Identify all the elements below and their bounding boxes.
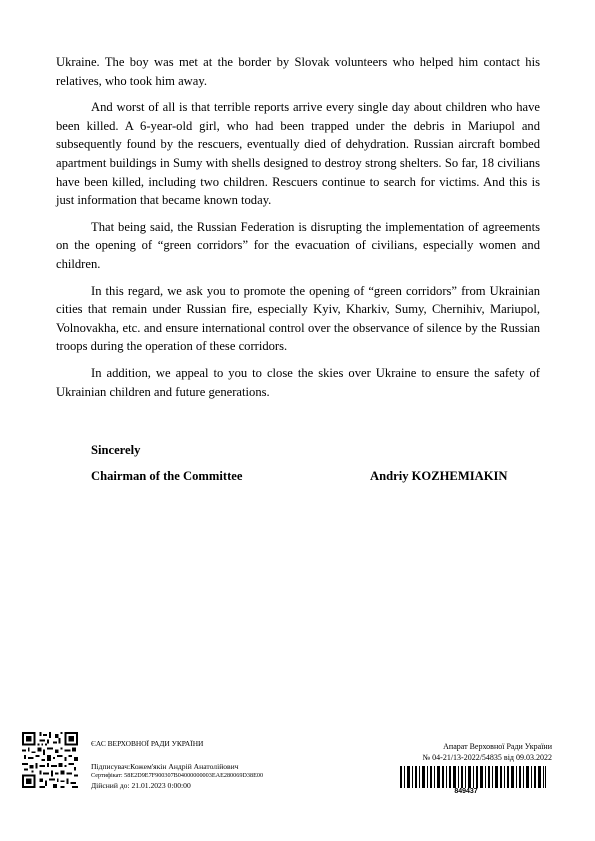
barcode-number: 849437 xyxy=(454,788,478,795)
qr-code-icon xyxy=(22,732,78,788)
paragraph-2: And worst of all is that terrible reports arrive every single day about children who have been killed. A 6-year-old girl, who had been trapped under the debris in Mariupol and subsequently found by the rescuers, eventually died of dehydration. Russian aircraft bombed apartment buildings in Sumy with shells designed to destroy strong shelters. So far, 18 civilians have been killed, including two children. Rescuers continue to search for victims. And this is just information that became known today. xyxy=(56,100,540,208)
registration-block xyxy=(400,742,552,763)
registration-number: № 04-21/13-2022/54835 від 09.03.2022 xyxy=(422,752,552,762)
registration-org: Апарат Верховної Ради України xyxy=(443,742,552,751)
closing-sincerely: Sincerely xyxy=(91,443,141,457)
paragraph-1: Ukraine. The boy was met at the border by Slovak volunteers who helped him contact his relatives, who took him away. xyxy=(56,55,540,88)
signature-signer: Підписувач:Кожем'якін Андрій Анатолійович xyxy=(91,761,239,771)
signatory-name: Andriy KOZHEMIAKIN xyxy=(370,469,508,483)
letter-body xyxy=(56,53,540,409)
barcode-icon xyxy=(400,766,546,788)
paragraph-4: In this regard, we ask you to promote the opening of “green corridors” from Ukrainian cities that remain under Russian fire, especially Kyiv, Kharkiv, Sumy, Chernihiv, Mariupol, Volnovakha, etc. and ensure international control over the observance of silence by the Russian troops during the operation of these corridors. xyxy=(56,283,540,354)
signature-org: ЄАС ВЕРХОВНОЇ РАДИ УКРАЇНИ xyxy=(91,739,204,748)
signatory-title: Chairman of the Committee xyxy=(91,469,243,483)
paragraph-3: That being said, the Russian Federation is disrupting the implementation of agreements on the opening of “green corridors” for the evacuation of civilians, especially women and children. xyxy=(56,219,540,271)
signature-certificate: Сертифікат: 58E2D9E7F900307B04000000003EAE280069D38E00 xyxy=(91,772,264,780)
signature-valid-until: Дійсний до: 21.01.2023 0:00:00 xyxy=(91,780,191,790)
paragraph-5: In addition, we appeal to you to close the skies over Ukraine to ensure the safety of Ukrainian children and future generations. xyxy=(56,365,540,399)
digital-signature-block xyxy=(91,739,331,790)
